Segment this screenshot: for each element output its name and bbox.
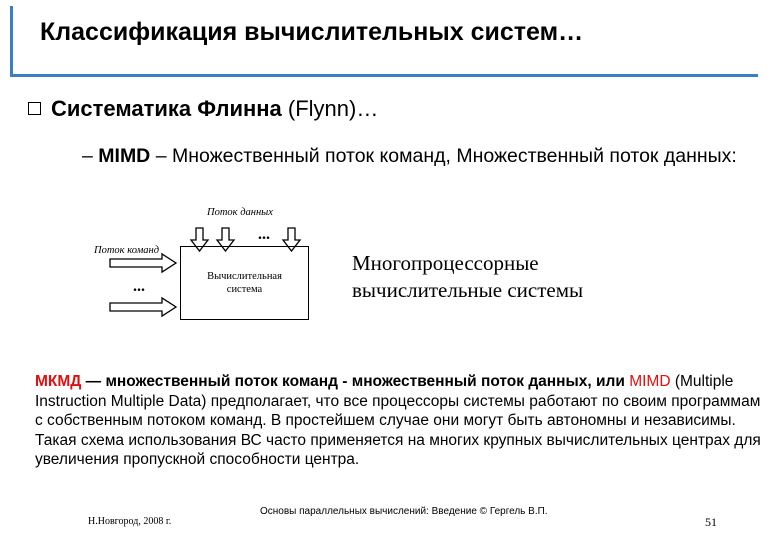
- dash-bullet: –: [82, 145, 93, 167]
- computing-system-box: [180, 246, 309, 320]
- box-line-1: Вычислительная: [207, 271, 282, 282]
- description-rest: предполагает, что все процессоры системы работают по своим программам с собственным потоком команд. В простейшем случае они могут быть автономны и независимы. Такая схема использования ВС часто применяется на многих крупных вычислительных центрах для увеличения пропускной способности центра.: [35, 392, 761, 468]
- footer-course: Основы параллельных вычислений: Введение © Гергель В.П.: [260, 506, 548, 517]
- bullet-mimd-text: – Множественный поток команд, Множественный поток данных:: [150, 145, 737, 167]
- box-line-2: система: [226, 284, 263, 295]
- caption-line-1: Многопроцессорные: [352, 251, 539, 275]
- instr-arrow-1: [110, 254, 176, 272]
- mimd-description: [35, 372, 763, 470]
- bullet-flynn-bold: Систематика Флинна: [51, 96, 282, 121]
- term-ru: МКМД: [35, 373, 82, 390]
- bullet-flynn-rest: (Flynn)…: [281, 96, 379, 121]
- instruction-stream-label: Поток команд: [94, 245, 160, 256]
- page-number: 51: [705, 515, 717, 529]
- definition: — множественный поток команд - множественный поток данных, или: [81, 373, 625, 390]
- expansion: (Multiple Instruction Multiple Data): [35, 373, 734, 410]
- multiprocessor-caption: [352, 250, 583, 304]
- instr-arrow-2: [110, 298, 176, 316]
- instr-dots: ...: [133, 278, 145, 295]
- caption-line-2: вычислительные системы: [352, 278, 584, 302]
- slide-title: Классификация вычислительных систем…: [40, 18, 584, 46]
- term-en: MIMD: [629, 373, 671, 390]
- data-dots: ...: [258, 226, 270, 243]
- bullet-mimd-bold: MIMD: [98, 145, 151, 167]
- data-stream-label: Поток данных: [207, 207, 273, 218]
- footer-location: Н.Новгород, 2008 г.: [88, 516, 172, 527]
